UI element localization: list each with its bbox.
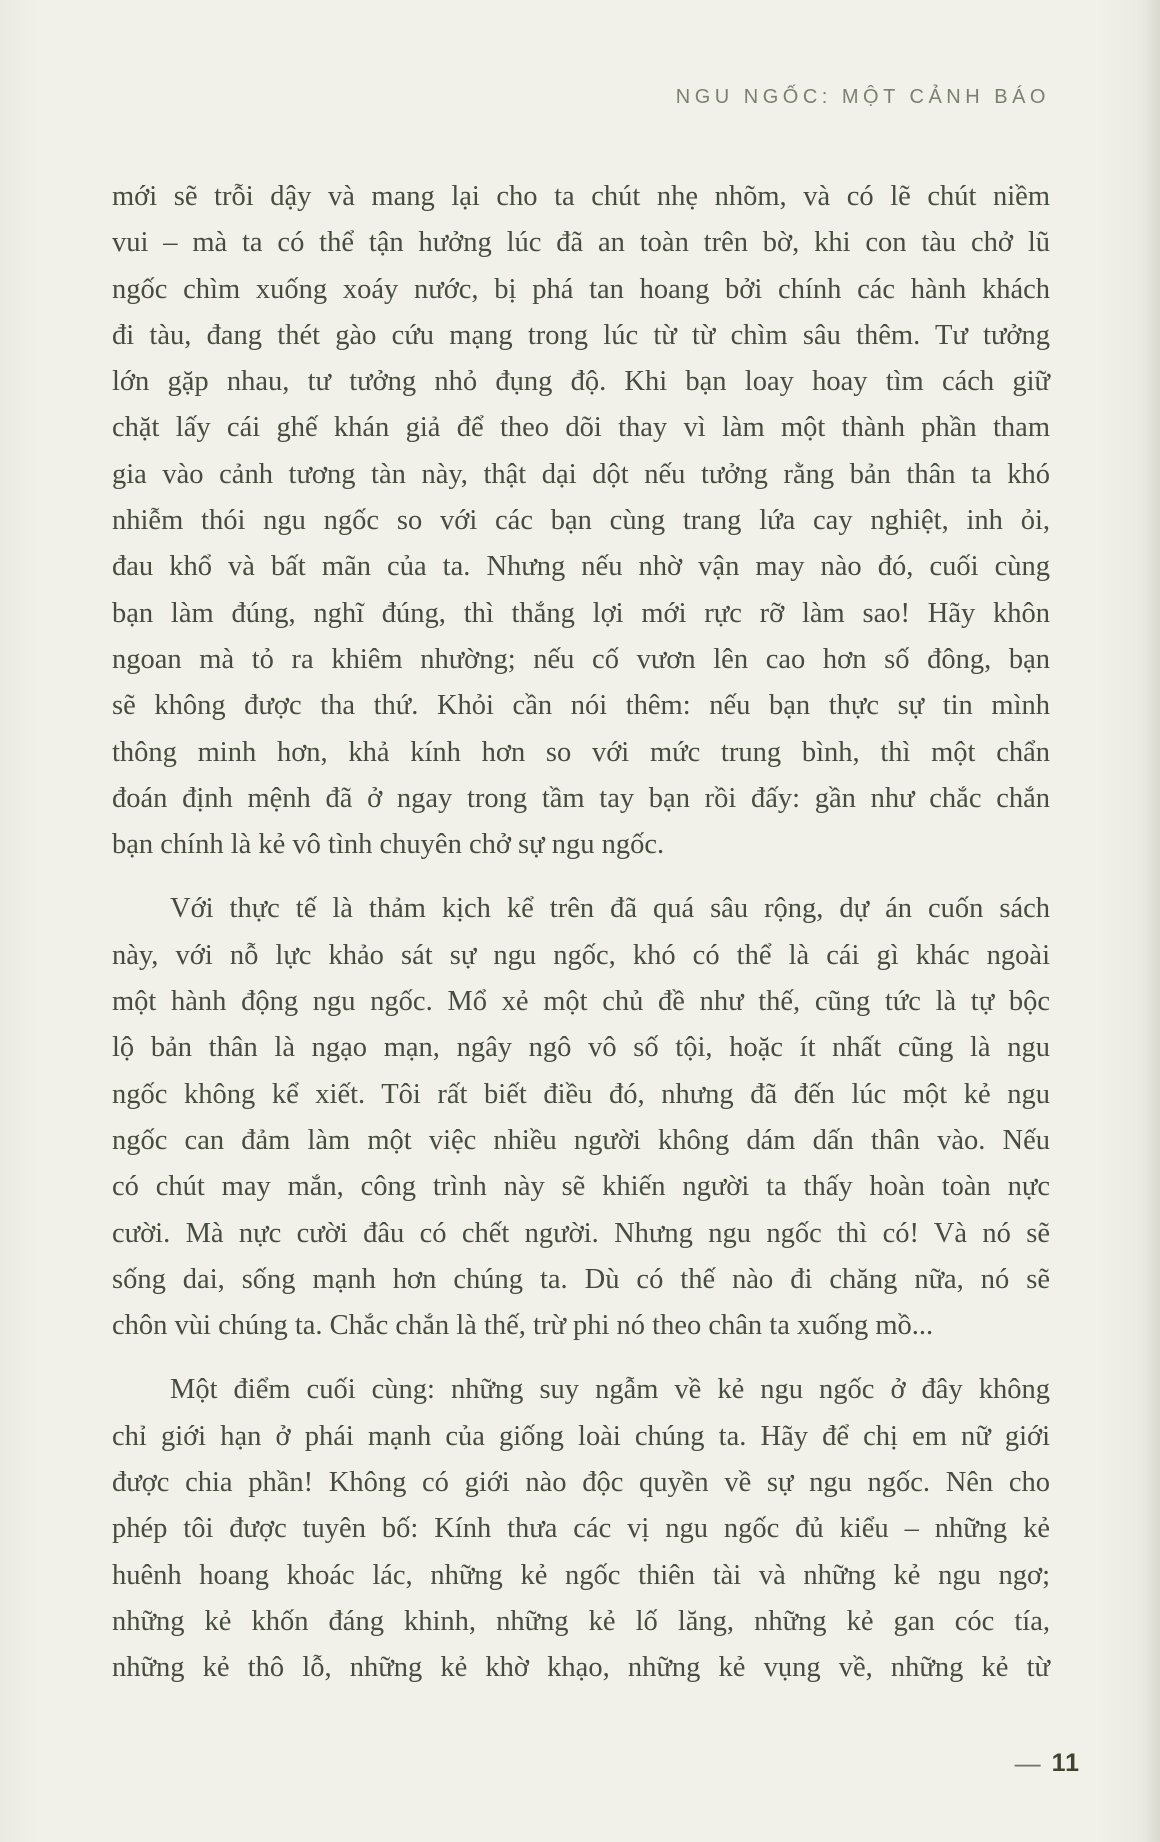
text-line: bạn chính là kẻ vô tình chuyên chở sự ngu ngốc. — [112, 829, 665, 861]
text-line: ngốc chìm xuống xoáy nước, bị phá tan hoang bởi chính các hành khách — [112, 273, 1050, 305]
text-line: sống dai, sống mạnh hơn chúng ta. Dù có thế nào đi chăng nữa, nó sẽ — [112, 1263, 1050, 1295]
text-line: Với thực tế là thảm kịch kể trên đã quá sâu rộng, dự án cuốn sách — [170, 893, 1050, 925]
text-line: gia vào cảnh tương tàn này, thật dại dột nếu tưởng rằng bản thân ta khó — [112, 458, 1050, 490]
text-line: mới sẽ trỗi dậy và mang lại cho ta chút nhẹ nhõm, và có lẽ chút niềm — [112, 181, 1050, 212]
text-line: những kẻ thô lỗ, những kẻ khờ khạo, những kẻ vụng về, những kẻ từ — [112, 1652, 1050, 1684]
text-line: nhiễm thói ngu ngốc so với các bạn cùng trang lứa cay nghiệt, inh ỏi, — [112, 505, 1050, 537]
text-line: chặt lấy cái ghế khán giả để theo dõi thay vì làm một thành phần tham — [112, 412, 1050, 444]
running-header: NGU NGỐC: MỘT CẢNH BÁO — [675, 86, 1050, 108]
text-line: phép tôi được tuyên bố: Kính thưa các vị ngu ngốc đủ kiểu – những kẻ — [112, 1513, 1050, 1545]
text-line: có chút may mắn, công trình này sẽ khiến người ta thấy hoàn toàn nực — [112, 1171, 1050, 1203]
text-line: được chia phần! Không có giới nào độc quyền về sự ngu ngốc. Nên cho — [112, 1467, 1050, 1499]
page-number-dash: — — [1014, 1748, 1041, 1778]
paragraph — [112, 174, 1050, 868]
text-line: bạn làm đúng, nghĩ đúng, thì thắng lợi mới rực rỡ làm sao! Hãy khôn — [112, 597, 1050, 629]
text-line: ngốc can đảm làm một việc nhiều người không dám dấn thân vào. Nếu — [112, 1124, 1050, 1156]
text-line: ngoan mà tỏ ra khiêm nhường; nếu cố vươn lên cao hơn số đông, bạn — [112, 643, 1050, 675]
text-line: cười. Mà nực cười đâu có chết người. Nhưng ngu ngốc thì có! Và nó sẽ — [112, 1217, 1050, 1249]
text-line: lộ bản thân là ngạo mạn, ngây ngô vô số tội, hoặc ít nhất cũng là ngu — [112, 1032, 1050, 1064]
text-line: thông minh hơn, khả kính hơn so với mức trung bình, thì một chẩn — [112, 736, 1050, 768]
text-line: đau khổ và bất mãn của ta. Nhưng nếu nhờ vận may nào đó, cuối cùng — [112, 551, 1050, 583]
text-block — [112, 174, 1050, 1692]
text-line: vui – mà ta có thể tận hưởng lúc đã an toàn trên bờ, khi con tàu chở lũ — [112, 227, 1050, 259]
paragraph — [112, 1367, 1050, 1691]
text-line: lớn gặp nhau, tư tưởng nhỏ đụng độ. Khi bạn loay hoay tìm cách giữ — [112, 366, 1050, 398]
page-edge-shadow — [1142, 0, 1160, 1842]
text-line: đoán định mệnh đã ở ngay trong tầm tay bạn rồi đấy: gần như chắc chắn — [112, 782, 1050, 814]
text-line: này, với nỗ lực khảo sát sự ngu ngốc, khó có thể là cái gì khác ngoài — [112, 939, 1050, 971]
text-line: ngốc không kể xiết. Tôi rất biết điều đó, nhưng đã đến lúc một kẻ ngu — [112, 1078, 1050, 1110]
text-line: Một điểm cuối cùng: những suy ngẫm về kẻ ngu ngốc ở đây không — [170, 1374, 1050, 1406]
page-number: 11 — [1051, 1749, 1080, 1777]
text-line: những kẻ khốn đáng khinh, những kẻ lố lăng, những kẻ gan cóc tía, — [112, 1605, 1050, 1637]
text-line: một hành động ngu ngốc. Mổ xẻ một chủ đề như thế, cũng tức là tự bộc — [112, 986, 1050, 1018]
text-line: đi tàu, đang thét gào cứu mạng trong lúc từ từ chìm sâu thêm. Tư tưởng — [112, 319, 1050, 351]
text-line: huênh hoang khoác lác, những kẻ ngốc thiên tài và những kẻ ngu ngơ; — [112, 1559, 1050, 1591]
text-line: chỉ giới hạn ở phái mạnh của giống loài chúng ta. Hãy để chị em nữ giới — [112, 1420, 1050, 1452]
paragraph — [112, 886, 1050, 1349]
text-line: sẽ không được tha thứ. Khỏi cần nói thêm: nếu bạn thực sự tin mình — [112, 690, 1050, 722]
text-line: chôn vùi chúng ta. Chắc chắn là thế, trừ phi nó theo chân ta xuống mồ... — [112, 1310, 934, 1342]
page-footer — [1015, 1750, 1080, 1776]
